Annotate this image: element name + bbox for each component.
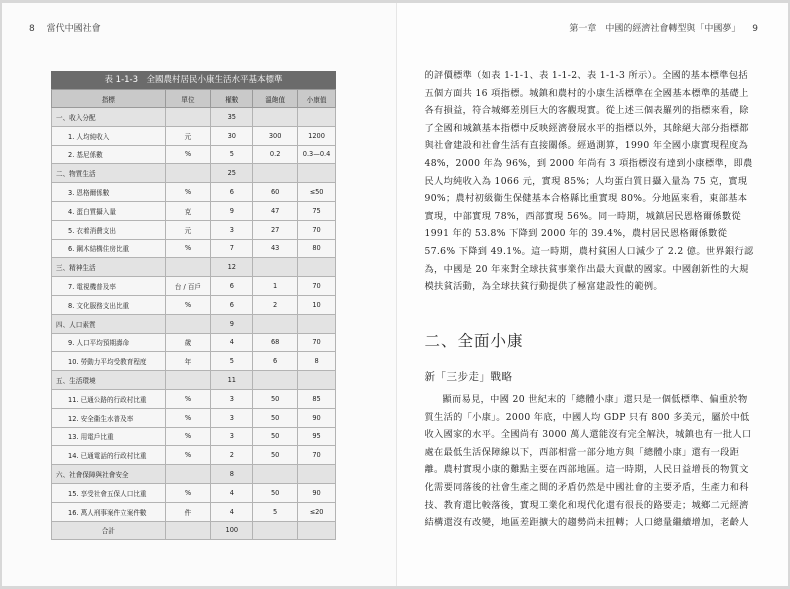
unit-cell: % [165,145,211,164]
subsection-heading: 新「三步走」戰略 [424,371,513,383]
unit-cell: 克 [165,201,211,220]
xiaokang-cell: 1200 [298,126,336,145]
unit-cell: 年 [165,352,211,371]
left-page [2,3,397,586]
table-row [52,220,336,239]
xiaokang-cell [298,371,336,390]
weight-cell: 11 [211,371,253,390]
indicator-cell: 8. 文化服務支出比重 [52,295,166,314]
indicator-cell: 4. 蛋白質攝入量 [52,201,166,220]
table-row [52,333,336,352]
indicator-cell: 合計 [52,521,166,540]
left-page-number: 8 [29,24,35,34]
weight-cell: 30 [211,126,253,145]
unit-cell [165,108,211,127]
table-row [52,408,336,427]
weight-cell: 100 [211,521,253,540]
header-subsistence: 溫飽值 [253,90,298,108]
unit-cell: 件 [165,502,211,521]
right-header-chapter: 第一章 中國的經濟社會轉型與「中國夢」 [569,24,741,34]
table-header-row [52,90,336,108]
weight-cell: 7 [211,239,253,258]
xiaokang-cell: 90 [298,483,336,502]
indicator-cell: 15. 享受社會五保人口比重 [52,483,166,502]
unit-cell: % [165,408,211,427]
unit-cell [165,258,211,277]
indicator-cell: 6. 鋼木結構住房比重 [52,239,166,258]
subsistence-cell: 68 [253,333,298,352]
xiaokang-cell: 85 [298,389,336,408]
xiaokang-cell: 70 [298,220,336,239]
subsistence-cell [253,258,298,277]
section-heading: 二、全面小康 [424,332,524,350]
unit-cell: % [165,183,211,202]
subsistence-cell: 50 [253,408,298,427]
xiaokang-cell: 95 [298,427,336,446]
unit-cell: % [165,427,211,446]
subsistence-cell: 50 [253,446,298,465]
unit-cell [165,164,211,183]
weight-cell: 4 [211,502,253,521]
table-total-row [52,521,336,540]
unit-cell: % [165,446,211,465]
weight-cell: 6 [211,277,253,296]
weight-cell: 4 [211,333,253,352]
weight-cell: 3 [211,389,253,408]
unit-cell [165,314,211,333]
xiaokang-cell [298,314,336,333]
indicator-cell: 16. 萬人刑事案件立案件數 [52,502,166,521]
table-category-row [52,108,336,127]
table-row [52,389,336,408]
subsistence-cell: 300 [253,126,298,145]
left-running-header [29,21,101,34]
header-indicator: 指標 [52,90,166,108]
xiaokang-cell: ≤50 [298,183,336,202]
weight-cell: 3 [211,220,253,239]
table-category-row [52,164,336,183]
subsistence-cell: 6 [253,352,298,371]
indicator-cell: 三、精神生活 [52,258,166,277]
subsistence-cell [253,521,298,540]
weight-cell: 9 [211,201,253,220]
unit-cell: % [165,389,211,408]
header-xiaokang: 小康值 [298,90,336,108]
unit-cell [165,371,211,390]
xiaokang-cell: 70 [298,277,336,296]
unit-cell: % [165,295,211,314]
right-page [397,3,789,586]
indicator-cell: 二、物質生活 [52,164,166,183]
indicator-cell: 13. 用電戶比重 [52,427,166,446]
weight-cell: 9 [211,314,253,333]
subsistence-cell: 0.2 [253,145,298,164]
weight-cell: 12 [211,258,253,277]
subsistence-cell: 1 [253,277,298,296]
subsistence-cell: 50 [253,483,298,502]
standards-table [51,71,336,540]
weight-cell: 35 [211,108,253,127]
indicator-cell: 2. 基尼係數 [52,145,166,164]
indicator-cell: 3. 恩格爾係數 [52,183,166,202]
weight-cell: 5 [211,352,253,371]
xiaokang-cell: 8 [298,352,336,371]
unit-cell: 元 [165,220,211,239]
weight-cell: 2 [211,446,253,465]
table-category-row [52,465,336,484]
table-row [52,483,336,502]
table-row [52,201,336,220]
indicator-cell: 11. 已通公路的行政村比重 [52,389,166,408]
subsistence-cell [253,371,298,390]
unit-cell: % [165,483,211,502]
table-row [52,183,336,202]
weight-cell: 3 [211,408,253,427]
xiaokang-cell: 80 [298,239,336,258]
weight-cell: 6 [211,295,253,314]
xiaokang-cell [298,521,336,540]
xiaokang-cell: ≤20 [298,502,336,521]
subsistence-cell: 50 [253,389,298,408]
indicator-cell: 六、社會保障與社會安全 [52,465,166,484]
unit-cell: 台 / 百戶 [165,277,211,296]
subsistence-cell: 50 [253,427,298,446]
xiaokang-cell: 75 [298,201,336,220]
xiaokang-cell: 70 [298,446,336,465]
table-body [52,108,336,540]
table-row [52,446,336,465]
subsistence-cell: 27 [253,220,298,239]
weight-cell: 5 [211,145,253,164]
xiaokang-cell [298,108,336,127]
indicator-cell: 四、人口素質 [52,314,166,333]
left-header-title: 當代中國社會 [46,24,101,34]
subsistence-cell [253,314,298,333]
subsistence-cell: 2 [253,295,298,314]
book-spread [2,3,788,586]
header-unit: 單位 [165,90,211,108]
indicator-cell: 5. 衣着消費支出 [52,220,166,239]
table-row [52,427,336,446]
indicator-cell: 12. 安全衞生水普及率 [52,408,166,427]
weight-cell: 4 [211,483,253,502]
body-paragraph-1: 的評價標準（如表 1-1-1、表 1-1-2、表 1-1-3 所示）。全國的基本標準包括五個方面共 16 項指標。城鎮和農村的小康生活標準在全國基本標準的基礎上各有損益，符合城鄉差別巨大的客觀現實。從上述三個表羅列的指標來看，除了全國和城鎮基本指標中反映經濟發展水平的指標以外，其餘絕大部分指標都與社會建設和社會生活有直接關係。經過測算，1990 年全國小康實現程度為 48%，2000 年為 96%，到 2000 年尚有 3 項指標沒有達到小康標準，即農民人均純收入為 1066 元，實現 85%；人均蛋白質日攝入量為 75 克，實現 90%；農村初級衞生保健基本合格縣比重實現 80%。分地區來看，東部基本實現，中部實現 78%，西部實現 56%。同一時期，城鎮居民恩格爾係數從 1991 年的 53.8% 下降到 2000 年的 39.4%，農村居民恩格爾係數從 57.6% 下降到 49.1%。這一時期，農村貧困人口減少了 2.2 億。世界銀行認為，中國是 20 年來對全球扶貧事業作出最大貢獻的國家。中國創新性的大規模扶貧活動，為全球扶貧行動提供了極富建設性的範例。 [424,70,754,293]
table-title: 表 1-1-3 全國農村居民小康生活水平基本標準 [51,71,336,89]
xiaokang-cell [298,258,336,277]
xiaokang-cell [298,164,336,183]
weight-cell: 3 [211,427,253,446]
subsistence-cell: 43 [253,239,298,258]
xiaokang-cell: 0.3—0.4 [298,145,336,164]
xiaokang-cell: 70 [298,333,336,352]
unit-cell [165,521,211,540]
table-category-row [52,258,336,277]
subsistence-cell [253,164,298,183]
unit-cell: 歲 [165,333,211,352]
body-paragraph-2: 顯而易見，中國 20 世紀末的「總體小康」還只是一個低標準、偏重於物質生活的「小康」。2000 年底，中國人均 GDP 只有 800 多美元，屬於中低收入國家的水平。全國尚有 3000 萬人還能沒有完全解決，城鎮也有一批人口處在最低生活保障線以下，西部相當一部分地方與「總體小康」還有一段距離。農村實現小康的難點主要在西部地區。這一時期，人民日益增長的物質文化需要同落後的社會生產之間的矛盾仍然是中國社會的主要矛盾，生產力和科技、教育還比較落後，實現工業化和現代化還有很長的路要走；城鄉二元經濟結構還沒有改變，地區差距擴大的趨勢尚未扭轉；人口總量繼續增加，老齡人 [424,394,752,529]
table-row [52,352,336,371]
subsistence-cell [253,108,298,127]
indicator-cell: 7. 電視機普及率 [52,277,166,296]
indicator-cell: 1. 人均純收入 [52,126,166,145]
table-row [52,239,336,258]
header-weight: 權數 [211,90,253,108]
subsistence-cell [253,465,298,484]
indicator-cell: 14. 已通電話的行政村比重 [52,446,166,465]
unit-cell: % [165,239,211,258]
right-page-number: 9 [752,24,758,34]
xiaokang-cell [298,465,336,484]
weight-cell: 6 [211,183,253,202]
right-running-header [569,21,758,34]
indicator-cell: 一、收入分配 [52,108,166,127]
table-category-row [52,371,336,390]
table-category-row [52,314,336,333]
unit-cell [165,465,211,484]
subsistence-cell: 47 [253,201,298,220]
table-row [52,145,336,164]
subsistence-cell: 5 [253,502,298,521]
subsistence-cell: 60 [253,183,298,202]
table-row [52,502,336,521]
table-row [52,295,336,314]
unit-cell: 元 [165,126,211,145]
indicator-cell: 五、生活環境 [52,371,166,390]
weight-cell: 25 [211,164,253,183]
indicator-cell: 9. 人口平均預期壽命 [52,333,166,352]
xiaokang-cell: 90 [298,408,336,427]
xiaokang-cell: 10 [298,295,336,314]
table-row [52,277,336,296]
table-row [52,126,336,145]
weight-cell: 8 [211,465,253,484]
indicator-cell: 10. 勞動力平均受教育程度 [52,352,166,371]
